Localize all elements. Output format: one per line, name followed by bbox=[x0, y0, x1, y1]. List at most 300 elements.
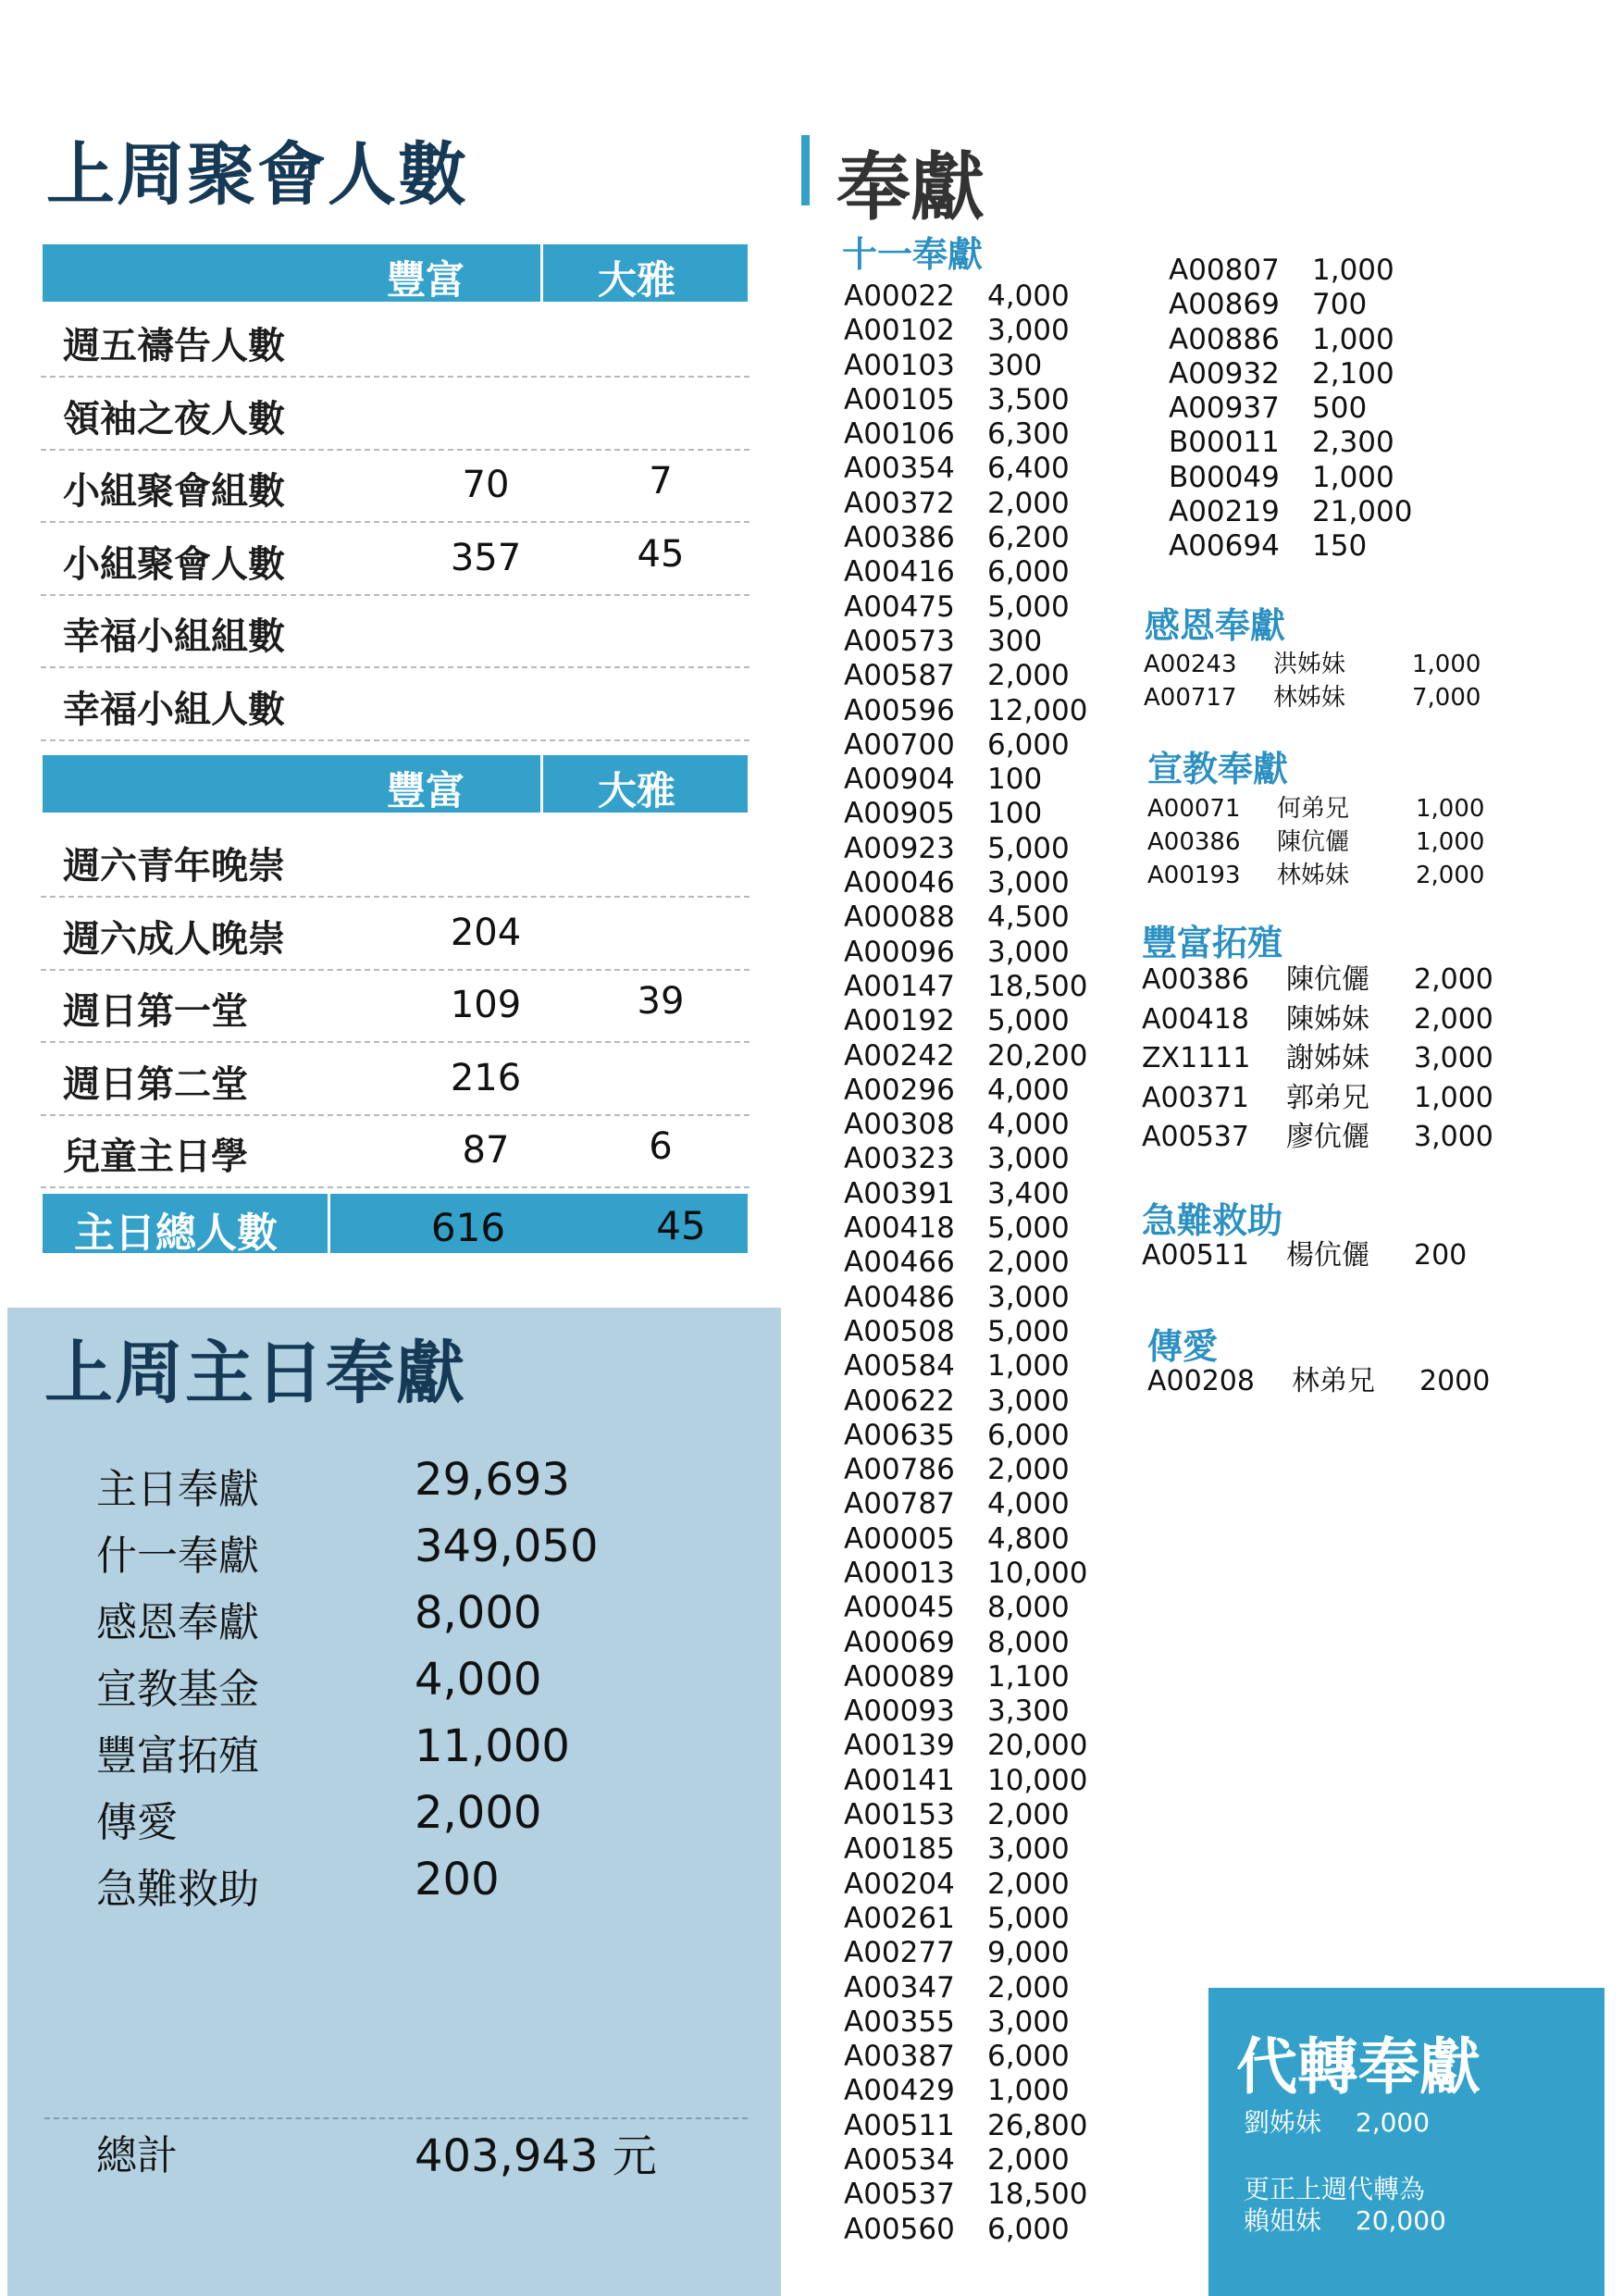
donor-id: A00372 bbox=[844, 486, 955, 520]
donor-id: A00005 bbox=[844, 1521, 955, 1556]
donation-amount: 2,000 bbox=[987, 1970, 1070, 2004]
row-daya-value: 45 bbox=[637, 532, 685, 576]
donation-amount: 2,000 bbox=[1416, 862, 1485, 889]
tithe-row bbox=[844, 866, 1087, 900]
tithe-row bbox=[844, 452, 1087, 486]
donation-amount: 3,000 bbox=[987, 866, 1070, 900]
tithe-title: 十一奉獻 bbox=[842, 234, 984, 275]
tithe-row bbox=[844, 1626, 1087, 1660]
tithe-row bbox=[844, 1004, 1087, 1038]
donor-id: A00475 bbox=[844, 590, 955, 624]
attendance-header bbox=[43, 244, 748, 302]
donation-amount: 4,000 bbox=[987, 279, 1070, 313]
row-fengfu-value: 204 bbox=[450, 911, 522, 954]
donation-amount: 5,000 bbox=[987, 831, 1070, 865]
donor-id: A00045 bbox=[844, 1591, 955, 1625]
tithe-list-1 bbox=[844, 279, 1087, 2247]
donation-amount: 2,000 bbox=[1414, 963, 1493, 996]
donor-id: A00071 bbox=[1147, 795, 1241, 823]
attendance-row bbox=[41, 1114, 750, 1188]
donor-id: A00418 bbox=[1142, 1002, 1249, 1036]
donor-id: A00905 bbox=[844, 797, 955, 831]
tithe-row bbox=[844, 1798, 1087, 1832]
tithe-row bbox=[844, 555, 1087, 590]
donation-amount: 2,300 bbox=[1312, 426, 1394, 460]
row-label: 週五禱告人數 bbox=[63, 325, 285, 367]
tithe-row bbox=[844, 1557, 1087, 1591]
mission-list bbox=[1147, 792, 1484, 892]
donation-amount: 3,400 bbox=[987, 1176, 1070, 1210]
donor-id: A00391 bbox=[844, 1176, 955, 1210]
tithe-row bbox=[844, 1142, 1087, 1176]
total-divider bbox=[44, 2117, 748, 2119]
donation-amount: 4,000 bbox=[987, 1073, 1070, 1107]
donor-id: A00088 bbox=[844, 900, 955, 935]
grand-total-amount: 403,943 元 bbox=[415, 2130, 657, 2182]
donation-amount: 18,500 bbox=[987, 969, 1088, 1003]
donation-amount: 1,000 bbox=[987, 2074, 1070, 2108]
row-label: 小組聚會人數 bbox=[63, 542, 285, 586]
donor-id: A00147 bbox=[844, 969, 955, 1003]
donor-name: 郭弟兄 bbox=[1286, 1081, 1369, 1114]
offering-item-label: 傳愛 bbox=[96, 1799, 178, 1846]
donor-id: A00069 bbox=[844, 1625, 955, 1659]
tithe-row bbox=[844, 832, 1087, 866]
donor-id: A00508 bbox=[844, 1314, 955, 1348]
donor-id: A00587 bbox=[844, 659, 955, 693]
donor-id: A00418 bbox=[844, 1211, 955, 1246]
donor-id: A00192 bbox=[844, 1004, 955, 1038]
thanks-row bbox=[1144, 681, 1481, 714]
row-label: 週日第一堂 bbox=[63, 990, 248, 1033]
donor-name: 洪姊妹 bbox=[1273, 651, 1346, 678]
offering-item-amount: 8,000 bbox=[415, 1587, 542, 1639]
attendance-row bbox=[41, 897, 750, 971]
expansion-list bbox=[1142, 961, 1493, 1158]
offering-item-amount: 200 bbox=[415, 1854, 500, 1905]
tithe-row bbox=[844, 1694, 1087, 1729]
donation-amount: 2000 bbox=[1419, 1365, 1491, 1397]
offering-item-amount: 2,000 bbox=[415, 1787, 542, 1839]
tithe-row bbox=[844, 970, 1087, 1004]
donor-id: A00387 bbox=[844, 2040, 955, 2074]
offering-item-label: 主日奉獻 bbox=[96, 1466, 259, 1513]
row-daya-value: 39 bbox=[637, 980, 685, 1023]
donor-id: A00635 bbox=[844, 1418, 955, 1452]
row-label: 兒童主日學 bbox=[63, 1136, 248, 1178]
attendance-title: 上周聚會人數 bbox=[46, 135, 468, 215]
row-daya-value: 7 bbox=[649, 460, 673, 503]
row-daya-value: 6 bbox=[649, 1125, 673, 1168]
offering-accent-bar bbox=[801, 135, 810, 205]
transfer-title: 代轉奉獻 bbox=[1236, 2031, 1481, 2103]
tithe-row bbox=[1169, 288, 1412, 322]
tithe-row bbox=[844, 1315, 1087, 1349]
expansion-row bbox=[1142, 1000, 1493, 1040]
tithe-row bbox=[1169, 391, 1412, 426]
donor-id: A00511 bbox=[844, 2108, 955, 2142]
donation-amount: 2,100 bbox=[1312, 356, 1394, 391]
tithe-row bbox=[844, 590, 1087, 625]
donation-amount: 5,000 bbox=[987, 1901, 1070, 1935]
donor-id: A00937 bbox=[1169, 391, 1280, 426]
row-label: 週六青年晚崇 bbox=[63, 845, 285, 887]
tithe-row bbox=[844, 1384, 1087, 1419]
donation-amount: 3,500 bbox=[987, 382, 1070, 416]
tithe-row bbox=[844, 763, 1087, 797]
tithe-row bbox=[844, 1177, 1087, 1211]
donor-id: A00700 bbox=[844, 727, 955, 762]
tithe-row bbox=[844, 417, 1087, 452]
relief-row bbox=[1142, 1236, 1467, 1276]
attendance-row bbox=[41, 594, 750, 668]
donation-amount: 4,000 bbox=[987, 1108, 1070, 1142]
tithe-row bbox=[1169, 254, 1412, 288]
attendance-row bbox=[41, 667, 750, 741]
donor-id: A00296 bbox=[844, 1073, 955, 1107]
donation-amount: 2,000 bbox=[987, 1798, 1070, 1832]
header-daya: 大雅 bbox=[598, 257, 676, 303]
donor-id: A00932 bbox=[1169, 356, 1280, 391]
donation-amount: 20,200 bbox=[987, 1038, 1088, 1073]
expansion-title: 豐富拓殖 bbox=[1142, 923, 1283, 963]
donor-id: A00219 bbox=[1169, 495, 1280, 529]
total-fengfu: 616 bbox=[430, 1205, 506, 1250]
donation-amount: 3,300 bbox=[987, 1694, 1070, 1729]
tithe-row bbox=[1169, 357, 1412, 391]
tithe-row bbox=[844, 2074, 1087, 2108]
donor-id: A00511 bbox=[1142, 1239, 1249, 1272]
thanks-title: 感恩奉獻 bbox=[1145, 605, 1286, 646]
donor-id: A00106 bbox=[844, 417, 955, 452]
donor-id: A00103 bbox=[844, 348, 955, 382]
mission-row bbox=[1147, 825, 1484, 859]
donation-amount: 3,000 bbox=[987, 1832, 1070, 1867]
donor-id: A00102 bbox=[844, 314, 955, 348]
tithe-row bbox=[844, 521, 1087, 555]
donation-amount: 200 bbox=[1414, 1239, 1468, 1272]
row-label: 週六成人晚崇 bbox=[63, 917, 285, 961]
expansion-row bbox=[1142, 1039, 1493, 1079]
tithe-row bbox=[844, 1039, 1087, 1074]
donation-amount: 1,000 bbox=[1416, 795, 1485, 823]
donor-name: 謝姊妹 bbox=[1286, 1042, 1369, 1074]
donation-amount: 6,000 bbox=[987, 727, 1070, 762]
row-fengfu-value: 357 bbox=[450, 536, 522, 579]
offering-item-label: 感恩奉獻 bbox=[96, 1599, 259, 1646]
donation-amount: 3,000 bbox=[1414, 1042, 1493, 1074]
row-label: 週日第二堂 bbox=[63, 1062, 248, 1106]
expansion-row bbox=[1142, 1118, 1493, 1158]
attendance-row bbox=[41, 304, 750, 378]
donor-id: A00923 bbox=[844, 831, 955, 865]
donor-id: A00185 bbox=[844, 1832, 955, 1867]
transfer-box bbox=[1208, 1988, 1604, 2296]
transfer-line-1: 劉姊妹 2,000 bbox=[1244, 2107, 1431, 2138]
donation-amount: 1,100 bbox=[987, 1659, 1070, 1694]
tithe-row bbox=[844, 1349, 1087, 1384]
donation-amount: 1,000 bbox=[1416, 828, 1485, 856]
donor-id: A00537 bbox=[1142, 1121, 1249, 1153]
attendance-row bbox=[41, 969, 750, 1043]
tithe-row bbox=[844, 2178, 1087, 2212]
donation-amount: 1,000 bbox=[1312, 460, 1394, 494]
donor-id: A00560 bbox=[844, 2212, 955, 2246]
donor-id: A00486 bbox=[844, 1280, 955, 1314]
donor-id: A00787 bbox=[844, 1487, 955, 1521]
donor-id: A00573 bbox=[844, 624, 955, 658]
donor-id: A00886 bbox=[1169, 322, 1280, 356]
donation-amount: 6,000 bbox=[987, 1418, 1070, 1452]
donation-amount: 2,000 bbox=[987, 2143, 1070, 2178]
tithe-row bbox=[844, 2109, 1087, 2143]
tithe-row bbox=[844, 1211, 1087, 1246]
donation-amount: 10,000 bbox=[987, 1556, 1088, 1590]
donation-amount: 4,000 bbox=[987, 1487, 1070, 1521]
donation-amount: 3,000 bbox=[987, 935, 1070, 969]
tithe-row bbox=[844, 728, 1087, 763]
donation-amount: 1,000 bbox=[1312, 254, 1394, 287]
donation-amount: 2,000 bbox=[1414, 1002, 1493, 1036]
offering-item-amount: 29,693 bbox=[415, 1454, 570, 1506]
tithe-row bbox=[844, 1902, 1087, 1936]
donor-id: A00786 bbox=[844, 1453, 955, 1487]
row-fengfu-value: 109 bbox=[450, 984, 522, 1026]
tithe-row bbox=[1169, 426, 1412, 460]
donor-id: A00347 bbox=[844, 1970, 955, 2004]
tithe-row bbox=[844, 487, 1087, 521]
attendance-row bbox=[41, 377, 750, 451]
love-list bbox=[1147, 1362, 1490, 1402]
tithe-row bbox=[1169, 461, 1412, 495]
donor-id: A00093 bbox=[844, 1694, 955, 1729]
attendance-row bbox=[41, 824, 750, 898]
donation-amount: 6,300 bbox=[987, 417, 1070, 452]
tithe-row bbox=[844, 1660, 1087, 1694]
donor-id: A00105 bbox=[844, 382, 955, 416]
tithe-row bbox=[844, 694, 1087, 728]
donor-id: A00141 bbox=[844, 1763, 955, 1797]
donation-amount: 3,000 bbox=[987, 1142, 1070, 1176]
donor-id: A00807 bbox=[1169, 254, 1280, 287]
donation-amount: 1,000 bbox=[1412, 651, 1481, 678]
donor-id: A00261 bbox=[844, 1901, 955, 1935]
donor-id: A00089 bbox=[844, 1659, 955, 1694]
tithe-row bbox=[844, 1591, 1087, 1625]
donor-id: A00904 bbox=[844, 763, 955, 797]
total-label: 主日總人數 bbox=[74, 1210, 278, 1257]
donor-id: A00243 bbox=[1144, 651, 1237, 678]
attendance-row bbox=[41, 522, 750, 596]
donor-id: A00208 bbox=[1147, 1365, 1255, 1397]
row-fengfu-value: 87 bbox=[462, 1129, 510, 1172]
transfer-line-2: 更正上週代轉為 bbox=[1244, 2174, 1426, 2204]
donor-id: A00717 bbox=[1144, 684, 1237, 712]
donation-amount: 2,000 bbox=[987, 1867, 1070, 1901]
tithe-row bbox=[844, 383, 1087, 417]
donation-amount: 12,000 bbox=[987, 693, 1088, 727]
donor-name: 陳姊妹 bbox=[1286, 1002, 1369, 1036]
donation-amount: 10,000 bbox=[987, 1763, 1088, 1797]
attendance-header-2 bbox=[43, 755, 748, 813]
tithe-row bbox=[1169, 495, 1412, 529]
donor-name: 楊伉儷 bbox=[1286, 1239, 1369, 1272]
donation-amount: 5,000 bbox=[987, 1211, 1070, 1246]
donation-amount: 2,000 bbox=[987, 1246, 1070, 1280]
donation-amount: 18,500 bbox=[987, 2178, 1088, 2212]
row-label: 幸福小組人數 bbox=[63, 688, 285, 731]
thanks-list bbox=[1144, 648, 1481, 714]
donor-id: A00153 bbox=[844, 1798, 955, 1832]
donor-id: A00323 bbox=[844, 1142, 955, 1176]
expansion-row bbox=[1142, 1079, 1493, 1119]
tithe-row bbox=[844, 1971, 1087, 2005]
donation-amount: 4,800 bbox=[987, 1521, 1070, 1556]
donation-amount: 2,000 bbox=[987, 486, 1070, 520]
donor-id: B00011 bbox=[1169, 426, 1280, 460]
donor-id: A00204 bbox=[844, 1867, 955, 1901]
tithe-row bbox=[844, 1868, 1087, 1902]
tithe-row bbox=[844, 2005, 1087, 2040]
tithe-row bbox=[844, 1281, 1087, 1315]
offering-item-amount: 4,000 bbox=[415, 1654, 542, 1706]
donation-amount: 6,000 bbox=[987, 2212, 1070, 2246]
donor-id: B00049 bbox=[1169, 460, 1280, 494]
row-label: 幸福小組組數 bbox=[63, 615, 285, 658]
tithe-row bbox=[844, 1729, 1087, 1763]
donor-id: A00354 bbox=[844, 452, 955, 486]
tithe-row bbox=[844, 1522, 1087, 1557]
tithe-row bbox=[844, 625, 1087, 659]
donation-amount: 8,000 bbox=[987, 1625, 1070, 1659]
donation-amount: 2,000 bbox=[987, 659, 1070, 693]
donation-amount: 1,000 bbox=[1312, 322, 1394, 356]
donation-amount: 700 bbox=[1312, 288, 1368, 322]
tithe-row bbox=[844, 1764, 1087, 1798]
tithe-row bbox=[844, 349, 1087, 383]
tithe-row bbox=[844, 936, 1087, 970]
donor-id: A00139 bbox=[844, 1729, 955, 1763]
header-fengfu: 豐富 bbox=[387, 257, 465, 303]
attendance-row bbox=[41, 449, 750, 523]
relief-list bbox=[1142, 1236, 1467, 1276]
mission-row bbox=[1147, 859, 1484, 892]
donation-amount: 3,000 bbox=[987, 1280, 1070, 1314]
tithe-row bbox=[844, 659, 1087, 693]
donor-name: 陳伉儷 bbox=[1277, 828, 1350, 856]
relief-title: 急難救助 bbox=[1142, 1200, 1283, 1241]
tithe-row bbox=[1169, 323, 1412, 357]
attendance-row bbox=[41, 1042, 750, 1116]
tithe-row bbox=[844, 797, 1087, 831]
tithe-row bbox=[844, 314, 1087, 348]
row-label: 領袖之夜人數 bbox=[63, 397, 285, 441]
donation-amount: 3,000 bbox=[987, 314, 1070, 348]
donor-id: A00622 bbox=[844, 1384, 955, 1418]
offering-item-label: 豐富拓殖 bbox=[96, 1732, 259, 1780]
offering-title: 奉獻 bbox=[836, 144, 985, 230]
donation-amount: 3,000 bbox=[987, 1384, 1070, 1418]
tithe-row bbox=[844, 2143, 1087, 2178]
donation-amount: 150 bbox=[1312, 529, 1368, 564]
tithe-row bbox=[844, 2213, 1087, 2247]
offering-item-label: 宣教基金 bbox=[96, 1666, 259, 1713]
tithe-row bbox=[844, 1246, 1087, 1280]
header-daya: 大雅 bbox=[598, 768, 676, 813]
transfer-line-3: 賴姐妹 20,000 bbox=[1244, 2205, 1446, 2236]
offering-item-amount: 349,050 bbox=[415, 1520, 599, 1572]
donation-amount: 1,000 bbox=[987, 1349, 1070, 1384]
donor-id: A00277 bbox=[844, 1936, 955, 1970]
donor-id: A00371 bbox=[1142, 1081, 1249, 1114]
row-fengfu-value: 70 bbox=[462, 464, 510, 506]
mission-title: 宣教奉獻 bbox=[1147, 749, 1289, 789]
row-label: 小組聚會組數 bbox=[63, 470, 285, 513]
donor-id: A00537 bbox=[844, 2178, 955, 2212]
offering-item-label: 什一奉獻 bbox=[96, 1533, 259, 1580]
donation-amount: 6,200 bbox=[987, 521, 1070, 555]
tithe-row bbox=[844, 1108, 1087, 1142]
total-daya: 45 bbox=[656, 1203, 706, 1248]
love-title: 傳愛 bbox=[1147, 1326, 1219, 1367]
tithe-row bbox=[844, 1453, 1087, 1487]
donation-amount: 6,000 bbox=[987, 2040, 1070, 2074]
love-row bbox=[1147, 1362, 1490, 1402]
donation-amount: 26,800 bbox=[987, 2108, 1088, 2142]
donor-name: 林弟兄 bbox=[1292, 1365, 1375, 1397]
donation-amount: 7,000 bbox=[1412, 684, 1481, 712]
donor-id: A00386 bbox=[844, 521, 955, 555]
donor-id: A00022 bbox=[844, 279, 955, 313]
tithe-row bbox=[844, 1074, 1087, 1108]
donor-id: A00584 bbox=[844, 1349, 955, 1384]
thanks-row bbox=[1144, 648, 1481, 681]
donation-amount: 9,000 bbox=[987, 1936, 1070, 1970]
donor-name: 何弟兄 bbox=[1277, 795, 1350, 823]
tithe-row bbox=[844, 279, 1087, 314]
donor-id: A00596 bbox=[844, 693, 955, 727]
tithe-row bbox=[844, 2040, 1087, 2074]
donation-amount: 5,000 bbox=[987, 1314, 1070, 1348]
donor-name: 廖伉儷 bbox=[1286, 1121, 1369, 1153]
donor-id: A00013 bbox=[844, 1556, 955, 1590]
donor-id: A00096 bbox=[844, 935, 955, 969]
donor-id: A00308 bbox=[844, 1108, 955, 1142]
sunday-offering-panel bbox=[7, 1308, 781, 2296]
sunday-offering-title: 上周主日奉獻 bbox=[44, 1334, 466, 1413]
donor-id: A00242 bbox=[844, 1038, 955, 1073]
donor-id: A00046 bbox=[844, 866, 955, 900]
mission-row bbox=[1147, 792, 1484, 825]
donation-amount: 300 bbox=[987, 348, 1043, 382]
donor-id: A00355 bbox=[844, 2004, 955, 2039]
donation-amount: 100 bbox=[987, 763, 1043, 797]
donation-amount: 5,000 bbox=[987, 1004, 1070, 1038]
offering-item-label: 急難救助 bbox=[96, 1866, 259, 1913]
row-fengfu-value: 216 bbox=[450, 1056, 522, 1099]
attendance-total bbox=[43, 1194, 748, 1257]
donation-amount: 6,000 bbox=[987, 555, 1070, 590]
donation-amount: 4,500 bbox=[987, 900, 1070, 935]
tithe-row bbox=[844, 1419, 1087, 1453]
donation-amount: 21,000 bbox=[1312, 495, 1413, 529]
tithe-row bbox=[844, 1832, 1087, 1867]
donation-amount: 2,000 bbox=[987, 1453, 1070, 1487]
expansion-row bbox=[1142, 961, 1493, 1000]
donation-amount: 500 bbox=[1312, 391, 1368, 426]
grand-total-label: 總計 bbox=[96, 2132, 178, 2179]
donor-id: A00694 bbox=[1169, 529, 1280, 564]
